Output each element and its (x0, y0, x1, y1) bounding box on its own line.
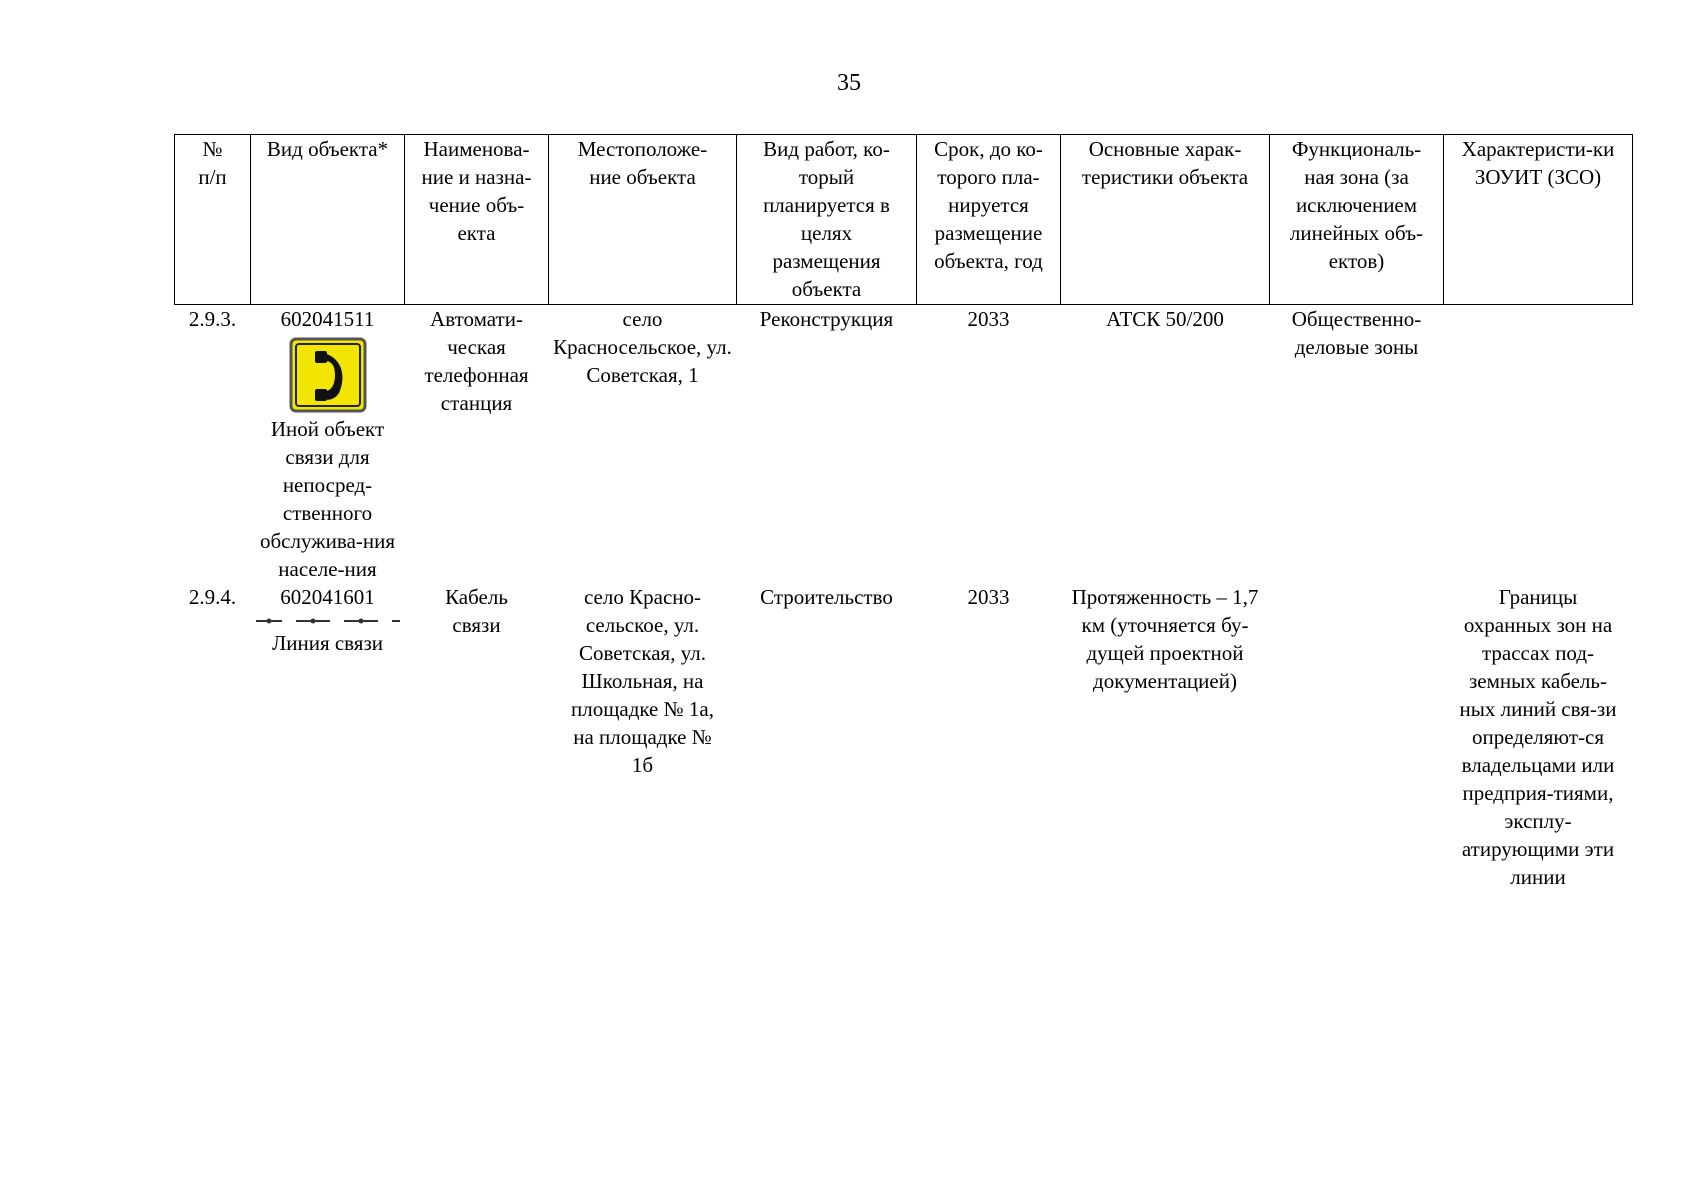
header-work: Вид работ, ко-торый планируется в целях размещения объекта (737, 135, 917, 305)
header-characteristics: Основные харак-теристики объекта (1061, 135, 1270, 305)
row-type (251, 583, 405, 891)
object-type-note: Линия связи (271, 631, 384, 655)
communication-line-icon (254, 615, 404, 627)
row-zouit: Границы охранных зон на трассах под-земных кабель-ных линий свя-зи определяют-ся владельцами или предприя-тиями, эксплу-атирующими эти линии (1459, 585, 1617, 889)
telephone-station-icon (289, 337, 367, 413)
table-row (175, 305, 1633, 584)
row-zouit (1444, 305, 1633, 584)
row-year: 2033 (967, 585, 1010, 609)
row-year: 2033 (967, 307, 1010, 331)
page-number: 35 (837, 70, 861, 96)
header-zone: Функциональ-ная зона (за исключением линейных объ-ектов) (1270, 135, 1444, 305)
row-name: Кабель связи (445, 585, 508, 637)
header-location: Местоположе-ние объекта (549, 135, 737, 305)
row-location: село Красносельское, ул. Советская, 1 (553, 307, 732, 387)
table-header-row (175, 135, 1633, 305)
header-year: Срок, до ко-торого пла-нируется размещение объекта, год (917, 135, 1061, 305)
objects-table (174, 134, 1633, 891)
row-type (251, 305, 405, 584)
row-num: 2.9.3. (188, 307, 237, 331)
row-num: 2.9.4. (188, 585, 237, 609)
object-type-note: Иной объект связи для непосред-ственного обслужива-ния населе-ния (259, 417, 396, 581)
header-type: Вид объекта* (251, 135, 405, 305)
object-code: 602041601 (280, 585, 375, 609)
table-row (175, 583, 1633, 891)
row-location: село Красно-сельское, ул. Советская, ул. Школьная, на площадке № 1а, на площадке № 1б (570, 585, 714, 777)
row-work: Реконструкция (759, 307, 894, 331)
row-name: Автомати-ческая телефонная станция (424, 307, 529, 415)
row-work: Строительство (760, 585, 893, 609)
header-name: Наименова-ние и назна-чение объ-екта (405, 135, 549, 305)
object-code: 602041511 (280, 307, 375, 331)
row-zone (1270, 583, 1444, 891)
row-zone: Общественно-деловые зоны (1291, 307, 1422, 359)
row-characteristics: АТСК 50/200 (1106, 307, 1224, 331)
header-num: № п/п (175, 135, 251, 305)
header-zouit: Характеристи-ки ЗОУИТ (ЗСО) (1444, 135, 1633, 305)
row-characteristics: Протяженность – 1,7 км (уточняется бу-дущей проектной документацией) (1071, 585, 1259, 693)
